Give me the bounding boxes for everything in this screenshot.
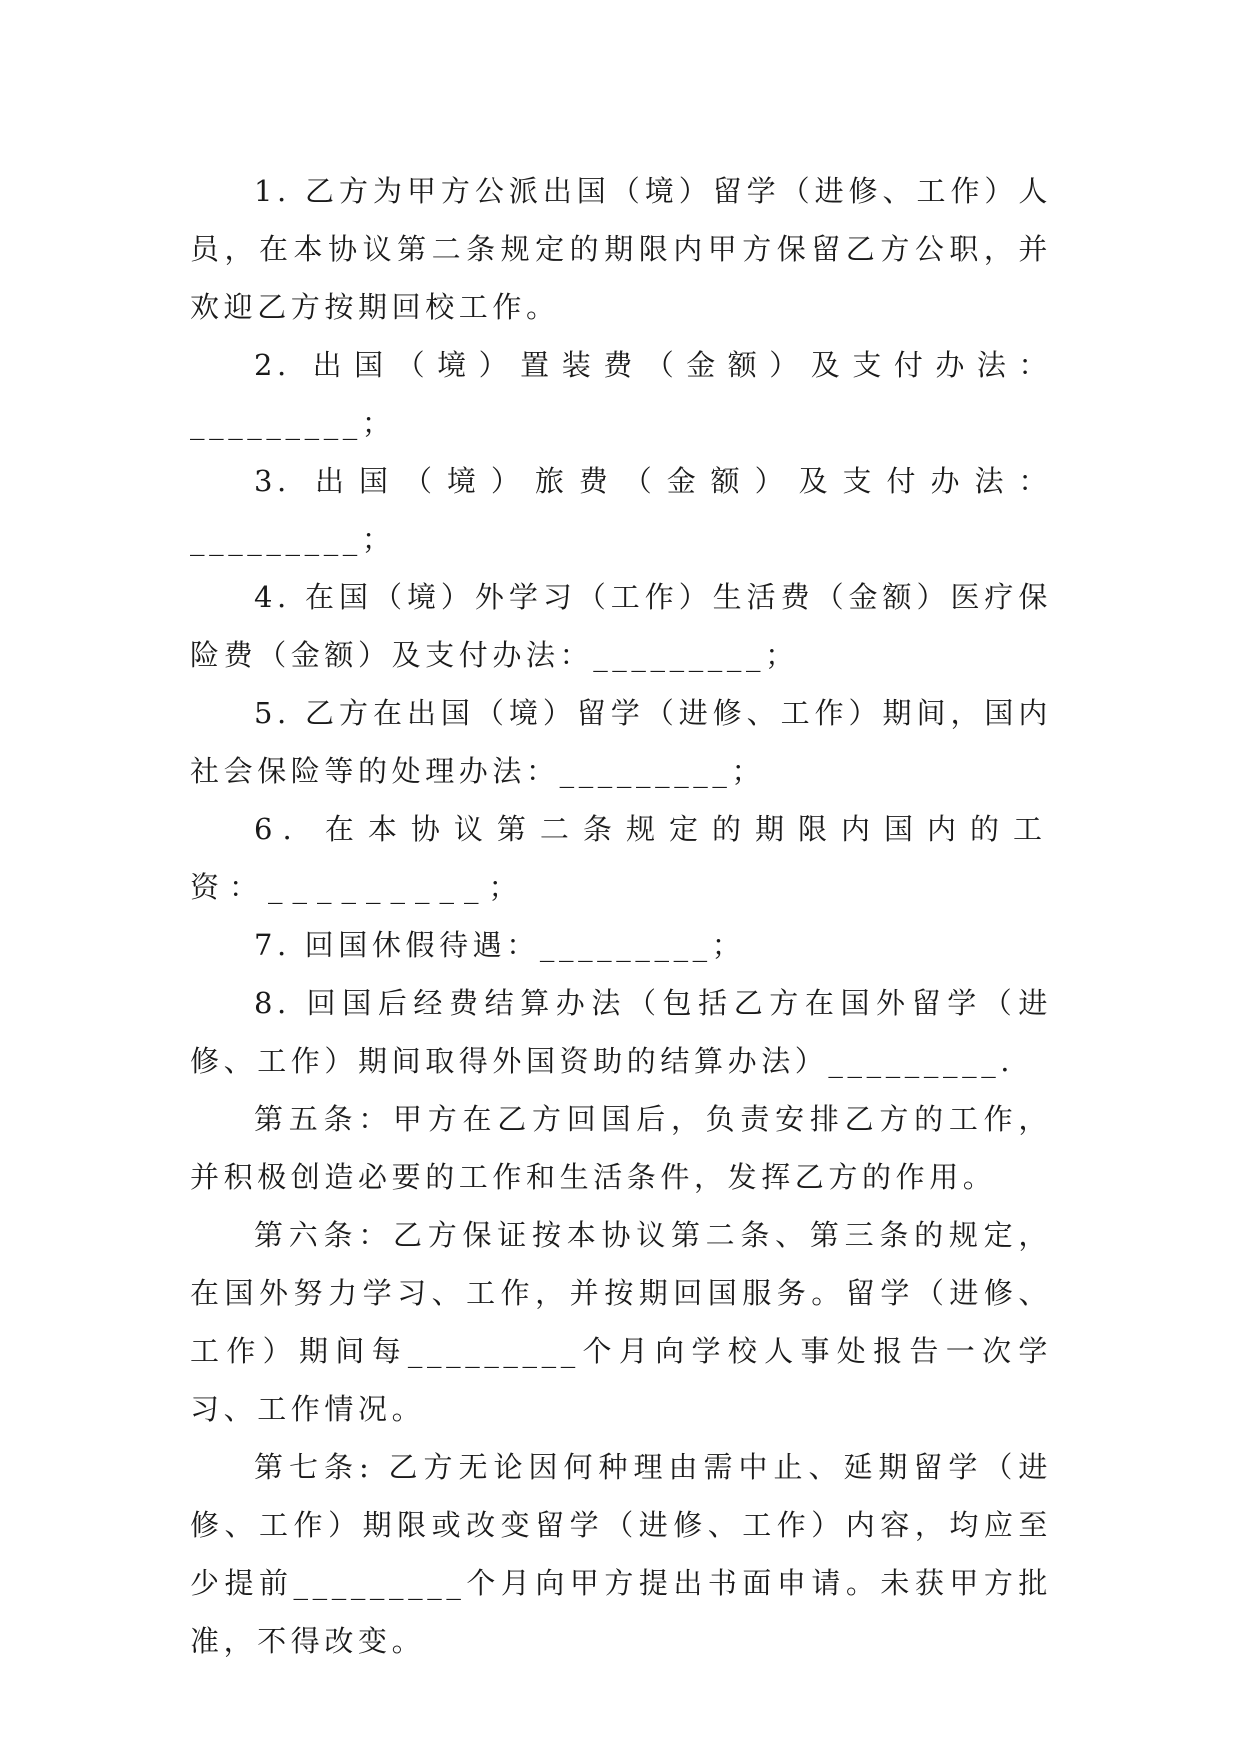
clause-item-4: 4. 在国（境）外学习（工作）生活费（金额）医疗保险费（金额）及支付办法：_________； [190,580,1052,672]
article-five: 第五条：甲方在乙方回国后，负责安排乙方的工作，并积极创造必要的工作和生活条件，发挥乙方的作用。 [190,1102,1052,1194]
clause-item-1: 1. 乙方为甲方公派出国（境）留学（进修、工作）人员，在本协议第二条规定的期限内甲方保留乙方公职，并欢迎乙方按期回校工作。 [190,174,1052,324]
clause-item-2: 2. 出国（境）置装费（金额）及支付办法：_________； [190,348,1052,440]
clause-item-5: 5. 乙方在出国（境）留学（进修、工作）期间，国内社会保险等的处理办法：_________； [190,696,1052,788]
clause-item-3: 3. 出国（境）旅费（金额）及支付办法：_________； [190,464,1052,556]
clause-item-8: 8. 回国后经费结算办法（包括乙方在国外留学（进修、工作）期间取得外国资助的结算办法）_________. [190,986,1052,1078]
document-page [190,162,1052,1670]
article-seven: 第七条: 乙方无论因何种理由需中止、延期留学（进修、工作）期限或改变留学（进修、工作）内容，均应至少提前_________个月向甲方提出书面申请。未获甲方批准，不得改变。 [190,1450,1052,1658]
clause-item-6: 6. 在本协议第二条规定的期限内国内的工资：_________； [190,812,1052,904]
article-six: 第六条：乙方保证按本协议第二条、第三条的规定，在国外努力学习、工作，并按期回国服务。留学（进修、工作）期间每_________个月向学校人事处报告一次学习、工作情况。 [190,1218,1052,1426]
clause-item-7: 7. 回国休假待遇：_________； [254,928,746,962]
